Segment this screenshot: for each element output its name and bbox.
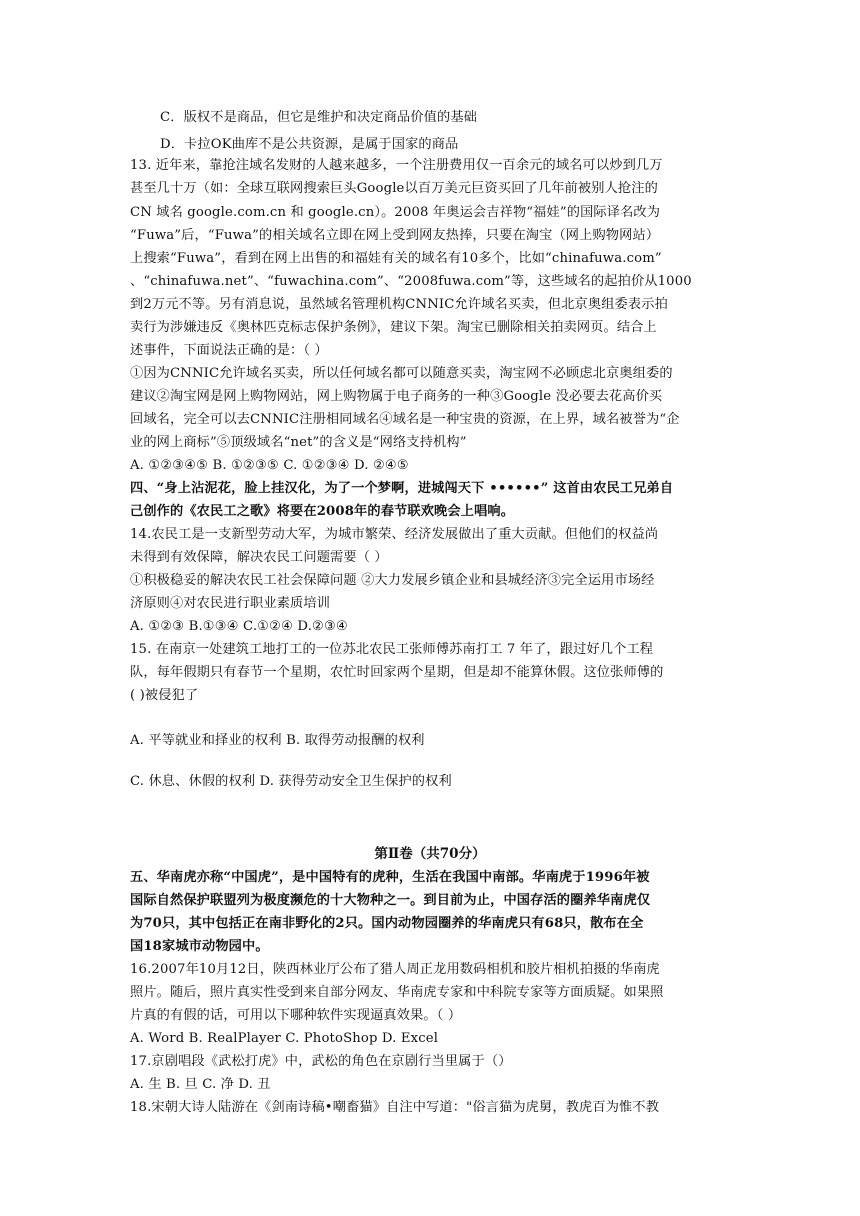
text-line: C．版权不是商品，但它是维护和决定商品价值的基础	[160, 110, 478, 125]
text-line: 15. 在南京一处建筑工地打工的一位苏北农民工张师傅苏南打工 7 年了，跟过好几个工程	[130, 642, 654, 657]
text-line: D．卡拉OK曲库不是公共资源，是属于国家的商品	[160, 137, 459, 152]
text-line: 建议②淘宝网是网上购物网站，网上购物属于电子商务的一种③Google 没必要去花高价买	[130, 389, 663, 404]
text-line: A. ①②③ B.①③④ C.①②④ D.②③④	[130, 619, 348, 634]
text-line: A. Word B. RealPlayer C. PhotoShop D. Excel	[130, 1031, 439, 1046]
text-line: 国18家城市动物园中。	[130, 939, 269, 954]
text-line: CN 域名 google.com.cn 和 google.cn）。2008 年奥运会吉祥物“福娃”的国际译名改为	[130, 205, 661, 220]
text-line: 18.宋朝大诗人陆游在《剑南诗稿•嘲畜猫》自注中写道："俗言猫为虎舅，教虎百为惟不教	[130, 1100, 660, 1115]
text-line: ①积极稳妥的解决农民工社会保障问题 ②大力发展乡镇企业和县城经济③完全运用市场经	[130, 573, 655, 588]
text-line: 卖行为涉嫌违反《奥林匹克标志保护条例》，建议下架。淘宝已删除相关拍卖网页。结合上	[130, 320, 657, 335]
text-line: 五、华南虎亦称“中国虎”，是中国特有的虎种，生活在我国中南部。华南虎于1996年被	[130, 870, 650, 885]
text-line: A. ①②③④⑤ B. ①②③⑤ C. ①②③④ D. ②④⑤	[130, 458, 409, 473]
text-line: 队，每年假期只有春节一个星期，农忙时回家两个星期，但是却不能算休假。这位张师傅的	[130, 665, 664, 680]
text-line: 述事件，下面说法正确的是：（ ）	[130, 343, 328, 358]
text-line: 上搜索“Fuwa”，看到在网上出售的和福娃有关的域名有10多个，比如“chinafuwa.com”	[130, 251, 662, 266]
text-line: 业的网上商标”⑤顶级域名“net”的含义是“网络支持机构”	[130, 435, 467, 450]
text-line: 16.2007年10月12日，陕西林业厅公布了猎人周正龙用数码相机和胶片相机拍摄的华南虎	[130, 962, 660, 977]
text-line: C. 休息、休假的权利 D. 获得劳动安全卫生保护的权利	[130, 774, 452, 789]
text-line: 到2万元不等。另有消息说，虽然域名管理机构CNNIC允许域名买卖，但北京奥组委表示拍	[130, 297, 668, 312]
text-line: 照片。随后，照片真实性受到来自部分网友、华南虎专家和中科院专家等方面质疑。如果照	[130, 985, 664, 1000]
text-line: 国际自然保护联盟列为极度濒危的十大物种之一。到目前为止，中国存活的圈养华南虎仅	[130, 893, 651, 908]
text-line: ( )被侵犯了	[130, 688, 199, 703]
text-line: 回域名，完全可以去CNNIC注册相同域名④域名是一种宝贵的资源，在上界，域名被誉为“企	[130, 412, 680, 427]
text-line: A. 生 B. 旦 C. 净 D. 丑	[130, 1077, 271, 1092]
text-line: 17.京剧唱段《武松打虎》中，武松的角色在京剧行当里属于（）	[130, 1054, 512, 1069]
text-line: 、“chinafuwa.net”、“fuwachina.com”、“2008fuwa.com”等，这些域名的起拍价从1000	[130, 274, 692, 289]
text-line: A. 平等就业和择业的权利 B. 取得劳动报酬的权利	[130, 733, 425, 748]
section-heading: 第Ⅱ卷（共70分）	[374, 846, 486, 862]
text-line: 片真的有假的话，可用以下哪种软件实现逼真效果。（ ）	[130, 1008, 462, 1023]
text-line: 四、“身上沾泥花，脸上挂汉化，为了一个梦啊，进城闯天下 ••••••” 这首由农民工兄弟自	[130, 481, 674, 496]
text-line: 济原则④对农民进行职业素质培训	[130, 596, 331, 611]
text-line: 为70只，其中包括正在南非野化的2只。国内动物园圈养的华南虎只有68只，散布在全	[130, 916, 644, 931]
text-line: 己创作的《农民工之歌》将要在2008年的春节联欢晚会上唱响。	[130, 504, 515, 519]
text-line: ①因为CNNIC允许域名买卖，所以任何域名都可以随意买卖，淘宝网不必顾虑北京奥组委的	[130, 366, 673, 381]
text-line: 13. 近年来，靠抢注域名发财的人越来越多，一个注册费用仅一百余元的域名可以炒到几万	[130, 158, 663, 173]
text-line: 未得到有效保障，解决农民工问题需要（ ）	[130, 550, 388, 565]
text-line: 甚至几十万（如：全球互联网搜索巨头Google以百万美元巨资买回了几年前被别人抢注的	[130, 181, 658, 196]
text-line: “Fuwa”后，“Fuwa”的相关域名立即在网上受到网友热捧，只要在淘宝（网上购物网站）	[130, 228, 660, 243]
text-line: 14.农民工是一支新型劳动大军，为城市繁荣、经济发展做出了重大贡献。但他们的权益尚	[130, 527, 659, 542]
